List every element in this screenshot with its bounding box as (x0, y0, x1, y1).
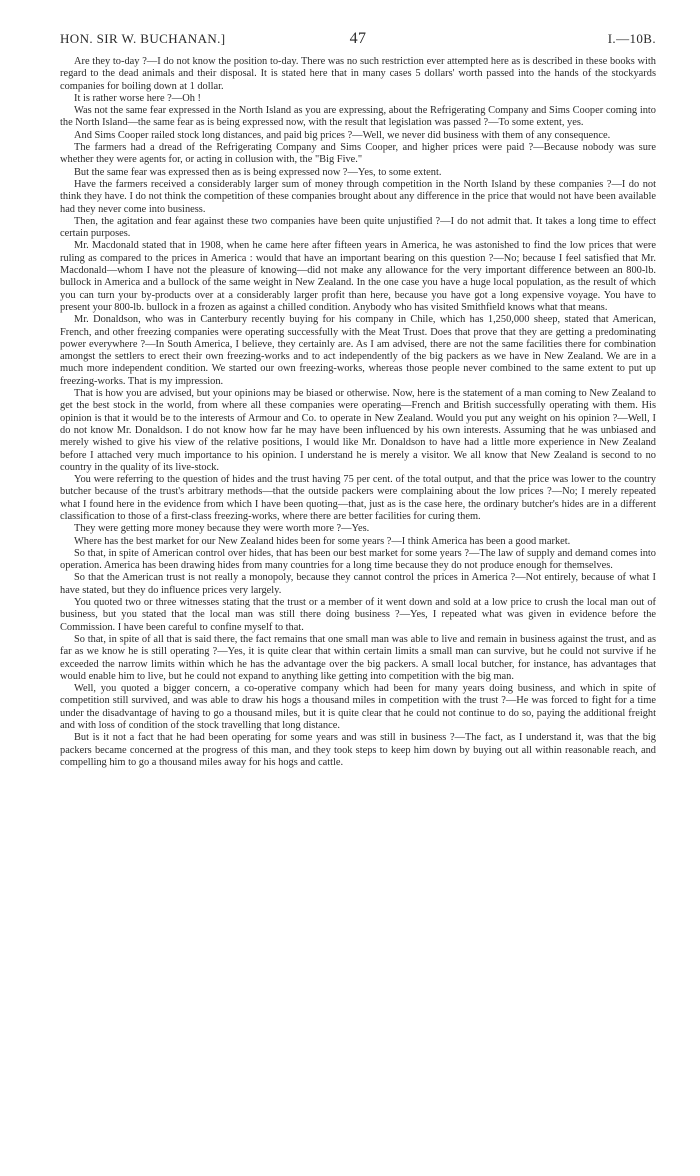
paragraph: And Sims Cooper railed stock long distances, and paid big prices ?—Well, we never did business with them of any consequence. (74, 129, 611, 141)
paragraph: They were getting more money because they were worth more ?—Yes. (74, 523, 370, 535)
paragraph: Well, you quoted a bigger concern, a co-operative company which had been for many years doing business, and which in spite of competition still survived, and was able to draw his hogs a thousand miles in competition with the trust ?—He was forced to fight for a time under the disadvantage of having to go a thousand miles, but it is quite clear that he could not continue to do so, paying the additional freight and with loss of condition of the stock travelling that long distance. (60, 683, 656, 732)
header-speaker: HON. SIR W. BUCHANAN.] (60, 31, 226, 46)
paragraph: Mr. Macdonald stated that in 1908, when he came here after fifteen years in America, he was astonished to find the low prices that were ruling as compared to the prices in America : would that have an important bearing on this question ?—No; because I feel satisfied that Mr. Macdonald—whom I have not the pleasure of knowing—did not make any allowance for the very important difference between an 800-lb. bullock in America and a bullock of the same weight in New Zealand. In the one case you have a huge local population, as the result of which you can turn your by-products over at a considerably larger profit than here, because you have got a long expensive voyage. You have to present your 800-lb. bullock in a frozen as against a chilled condition. Anybody who has visited Smithfield knows what that means. (60, 240, 656, 313)
paragraph: So that, in spite of all that is said there, the fact remains that one small man was able to live and remain in business against the trust, and as far as we know he is still operating ?—Yes, it is quite clear that within certain limits a small man can survive, but he could not survive if he exceeded the narrow limits within which he has the advantage over the big packers. A small local butcher, for instance, has advantages that would enable him to live, but he could not expand to anything like getting into competition with the big man. (60, 633, 656, 682)
page-number: 47 (349, 30, 367, 47)
paragraph: The farmers had a dread of the Refrigerating Company and Sims Cooper, and higher prices were paid ?—Because nobody was sure whether they were agents for, or acting in collusion with, the "Big Five." (60, 142, 656, 166)
paragraph: So that, in spite of American control over hides, that has been our best market for some years ?—The law of supply and demand comes into operation. America has been drawing hides from many countries for a long time because they do not produce enough for themselves. (60, 547, 656, 572)
paragraph: But is it not a fact that he had been operating for some years and was still in business ?—The fact, as I understand it, was that the big packers became concerned at the progress of this man, and they took steps to keep him down by buying out all within reasonable reach, and compelling him to go a thousand miles away for his hogs and cattle. (60, 732, 656, 768)
paragraph: You were referring to the question of hides and the trust having 75 per cent. of the total output, and that the price was lower to the country butcher because of the trust's arbitrary methods—that the outside packers were complaining about the low prices ?—No; I merely repeated what I found here in the evidence from which I have been quoting—that, just as is the case here, the ordinary butcher's hides are in a different classification to those of a first-class freezing-works, where there are better facilities for curing them. (60, 474, 656, 522)
paragraph: So that the American trust is not really a monopoly, because they cannot control the prices in America ?—Not entirely, because of what I have stated, but they do influence prices very largely. (60, 572, 656, 596)
paragraph: You quoted two or three witnesses stating that the trust or a member of it went down and sold at a low price to crush the local man out of business, but you stated that the local man was still there doing business ?—Yes, I repeated what was given in evidence before the Commission. I have been careful to confine myself to that. (60, 597, 656, 633)
document-reference: I.—10B. (607, 31, 656, 46)
paragraph: Have the farmers received a considerably larger sum of money through competition in the North Island by these companies ?—I do not think they have. I do not think the competition of these companies brought about any difference in the price that would not have been available had they never come into business. (60, 178, 656, 215)
paragraph: It is rather worse here ?—Oh ! (74, 92, 201, 104)
paragraph: Then, the agitation and fear against these two companies have been quite unjustified ?—I do not admit that. It takes a long time to effect certain purposes. (60, 215, 656, 240)
paragraph: But the same fear was expressed then as is being expressed now ?—Yes, to some extent. (74, 166, 442, 178)
paragraph: Where has the best market for our New Zealand hides been for some years ?—I think America has been a good market. (74, 535, 571, 547)
paragraph: Mr. Donaldson, who was in Canterbury recently buying for his company in Chile, which has 1,250,000 sheep, stated that American, French, and other freezing companies were operating successfully with the Meat Trust. Does that prove that they are getting a predominating power everywhere ?—In South America, I believe, they certainly are. As I am advised, there are not the same facilities there for combination amongst the settlers to erect their own freezing-works and to act independently of the big packers as we have in New Zealand. We are in a much more independent condition. We started our own freezing-works, whereas those people never combined to the same extent to put up freezing-works. That is my impression. (60, 314, 656, 387)
paragraph: Are they to-day ?—I do not know the position to-day. There was no such restriction ever attempted here as is described in these books with regard to the dead animals and their disposal. It is stated here that in many cases 5 dollars' worth passed into the hands of the stockyards companies for boiling down at 1 dollar. (60, 56, 656, 92)
paragraph: That is how you are advised, but your opinions may be biased or otherwise. Now, here is the statement of a man coming to New Zealand to get the best stock in the world, from where all these companies were operating—French and British successfully operating with them. His opinion is that it would be to the interests of Armour and Co. to operate in New Zealand. Would you put any weight on his opinion ?—Well, I do not know Mr. Donaldson. I do not know how far he may have been influenced by his own interests. Assuming that he was unbiased and merely wished to give his view of the relative positions, I would like Mr. Donaldson to have had a little more experience in New Zealand before I attached very much importance to his opinion. I understand he is merely a visitor. We all know that New Zealand is second to no country in the quality of its live-stock. (60, 388, 656, 473)
page-header (60, 30, 656, 48)
paragraph: Was not the same fear expressed in the North Island as you are expressing, about the Refrigerating Company and Sims Cooper coming into the North Island—the same fear as is being expressed now, with the result that legislation was passed ?—To some extent, yes. (60, 105, 656, 129)
page-body (60, 56, 656, 769)
